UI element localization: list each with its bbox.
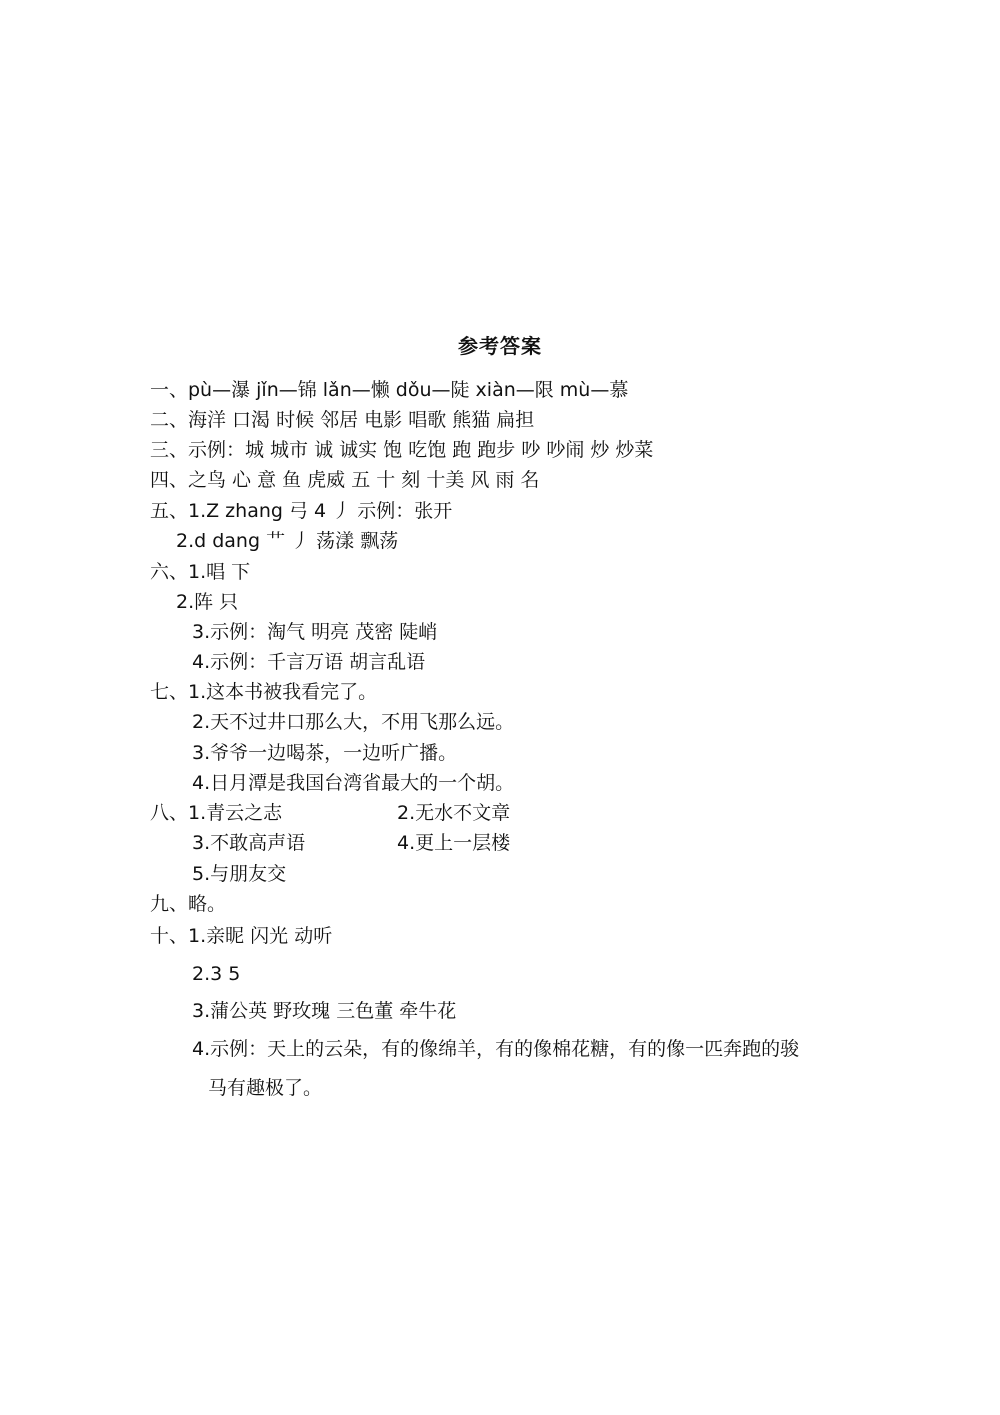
answer-line-4: 四、之鸟 心 意 鱼 虎威 五 十 刻 十美 风 雨 名 xyxy=(150,469,540,491)
answer-line-10-4: 4.示例：天上的云朵，有的像绵羊，有的像棉花糖，有的像一匹奔跑的骏 xyxy=(192,1038,800,1060)
answer-line-10-2: 2.3 5 xyxy=(192,963,241,985)
answer-line-9: 九、略。 xyxy=(150,893,227,915)
page-title: 参考答案 xyxy=(458,334,542,358)
answer-line-10-4-cont: 马有趣极了。 xyxy=(208,1077,323,1099)
answer-line-7: 七、1.这本书被我看完了。 xyxy=(150,681,378,703)
answer-line-7-2: 2.天不过井口那么大，不用飞那么远。 xyxy=(192,711,515,733)
answer-line-8-4: 4.更上一层楼 xyxy=(397,832,511,854)
answer-line-6-4: 4.示例：千言万语 胡言乱语 xyxy=(192,651,426,673)
answer-line-2: 二、海洋 口渴 时候 邻居 电影 唱歌 熊猫 扁担 xyxy=(150,409,535,431)
answer-line-5: 五、1.Z zhang 弓 4 丿 示例：张开 xyxy=(150,500,453,522)
answer-line-3: 三、示例：城 城市 诚 诚实 饱 吃饱 跑 跑步 吵 吵闹 炒 炒菜 xyxy=(150,439,654,461)
answer-line-10-3: 3.蒲公英 野玫瑰 三色董 牵牛花 xyxy=(192,1000,457,1022)
answer-line-6: 六、1.唱 下 xyxy=(150,561,251,583)
answer-line-7-4: 4.日月潭是我国台湾省最大的一个胡。 xyxy=(192,772,515,794)
answer-line-8-3: 3.不敢高声语 xyxy=(192,832,306,854)
answer-line-5-2: 2.d dang 艹 丿 荡漾 飘荡 xyxy=(176,530,399,552)
answer-line-6-2: 2.阵 只 xyxy=(176,591,239,613)
answer-line-8-5: 5.与朋友交 xyxy=(192,863,287,885)
answer-line-8-1: 八、1.青云之志 xyxy=(150,802,283,824)
answer-line-10: 十、1.亲昵 闪光 动听 xyxy=(150,925,333,947)
answer-line-1: 一、pù—瀑 jǐn—锦 lǎn—懒 dǒu—陡 xiàn—限 mù—慕 xyxy=(150,379,629,401)
answer-line-6-3: 3.示例：淘气 明亮 茂密 陡峭 xyxy=(192,621,438,643)
answer-line-8-2: 2.无水不文章 xyxy=(397,802,511,824)
answer-line-7-3: 3.爷爷一边喝茶，一边听广播。 xyxy=(192,742,458,764)
